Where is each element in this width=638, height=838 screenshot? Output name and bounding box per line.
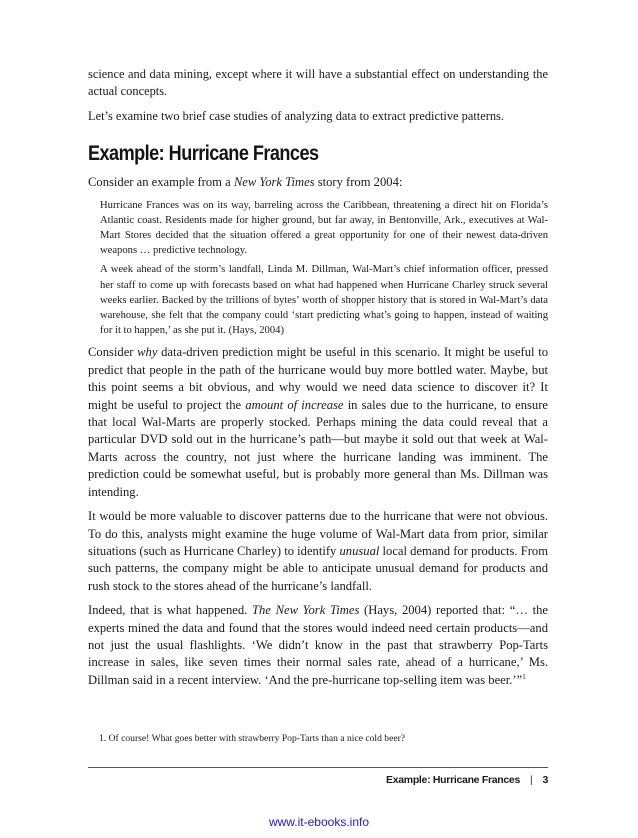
p3-text-b: (Hays, 2004) reported that: “… the experts mined the data and found that the stores would indeed need certain products—and not just the usual flashlights. ‘We didn’t know in the past that strawberry Pop-Tarts increase in sales, like seven times their normal sales rate, ahead of a hurricane,’ Ms. Dillman said in a recent interview. ‘And the pre-hurricane top-selling item was beer.’”: [88, 603, 548, 687]
page-number: 3: [542, 774, 548, 786]
p1-italic-amount: amount of increase: [245, 397, 344, 412]
footnote-marker[interactable]: 1: [522, 672, 526, 681]
intro-block: [88, 66, 548, 125]
p3-italic-nyt: The New York Times: [252, 603, 360, 618]
running-head: Example: Hurricane Frances: [386, 774, 521, 786]
intro-paragraph-1: science and data mining, except where it will have a substantial effect on understanding the actual concepts.: [88, 67, 548, 99]
p2-italic-unusual: unusual: [339, 543, 380, 558]
p2-text-a: It would be more valuable to discover patterns due to the hurricane that were not obvious. To do this, analysts might examine the huge volume of Wal-Mart data from prior, similar situations (such as Hurricane Charley) to identify: [88, 509, 548, 558]
footnote: 1. Of course! What goes better with strawberry Pop-Tarts than a nice cold beer?: [99, 733, 406, 744]
text-column: [88, 66, 548, 689]
p1-text-b: data-driven prediction might be useful in this scenario. It might be useful to predict that people in the path of the hurricane would buy more bottled water. Maybe, but this point seems a bit obvious, and why would we need data science to discover it? It might be useful to project the: [88, 345, 548, 412]
body-paragraph-1: [88, 344, 548, 501]
p1-text-a: Consider: [88, 345, 138, 360]
lead-italic: New York Times: [233, 175, 315, 190]
quote-paragraph-2: A week ahead of the storm’s landfall, Linda M. Dillman, Wal-Mart’s chief information officer, pressed her staff to come up with forecasts based on what had happened when Hurricane Charley struck several weeks earlier. Backed by the trillions of bytes’ worth of shopper history that is stored in Wal-Mart’s data warehouse, she felt that the company could ‘start predicting what’s going to happen, instead of waiting for it to happen,’ as she put it. (Hays, 2004): [100, 264, 548, 337]
watermark-link[interactable]: www.it-ebooks.info: [268, 815, 370, 829]
p1-italic-why: why: [137, 345, 158, 360]
p1-text-c: in sales due to the hurricane, to ensure that local Wal-Marts are properly stocked. Perhaps mining the data could reveal that a particular DVD sold out in the hurricane’s path—but maybe it sold out that week at Wal-Marts across the country, not just where the hurricane landing was imminent. The prediction could be somewhat useful, but is probably more general than Ms. Dillman was intending.: [88, 397, 549, 499]
body-paragraph-2: [88, 508, 548, 595]
body-paragraph-3: [88, 602, 548, 689]
intro-paragraph-2: Let’s examine two brief case studies of analyzing data to extract predictive patterns.: [88, 108, 504, 123]
page-footer: [386, 772, 548, 788]
p3-text-a: Indeed, that is what happened.: [88, 603, 252, 618]
footer-divider: [88, 767, 548, 768]
footer-separator: |: [530, 774, 533, 786]
lead-text-b: story from 2004:: [314, 175, 403, 190]
lead-paragraph: [88, 174, 548, 191]
quote-paragraph-1: Hurricane Frances was on its way, barreling across the Caribbean, threatening a direct hit on Florida’s Atlantic coast. Residents made for higher ground, but far away, in Bentonville, Ark., executives at Wal-Mart Stores decided that the situation offered a great opportunity for one of their newest data-driven weapons … predictive technology.: [100, 199, 548, 257]
lead-text-a: Consider an example from a: [88, 175, 234, 190]
p2-text-b: local demand for products. From such patterns, the company might be able to anticipate unusual demand for products and rush stock to the stores ahead of the hurricane’s landfall.: [88, 543, 548, 593]
block-quote: [100, 198, 548, 339]
section-heading: Example: Hurricane Frances: [88, 142, 319, 166]
